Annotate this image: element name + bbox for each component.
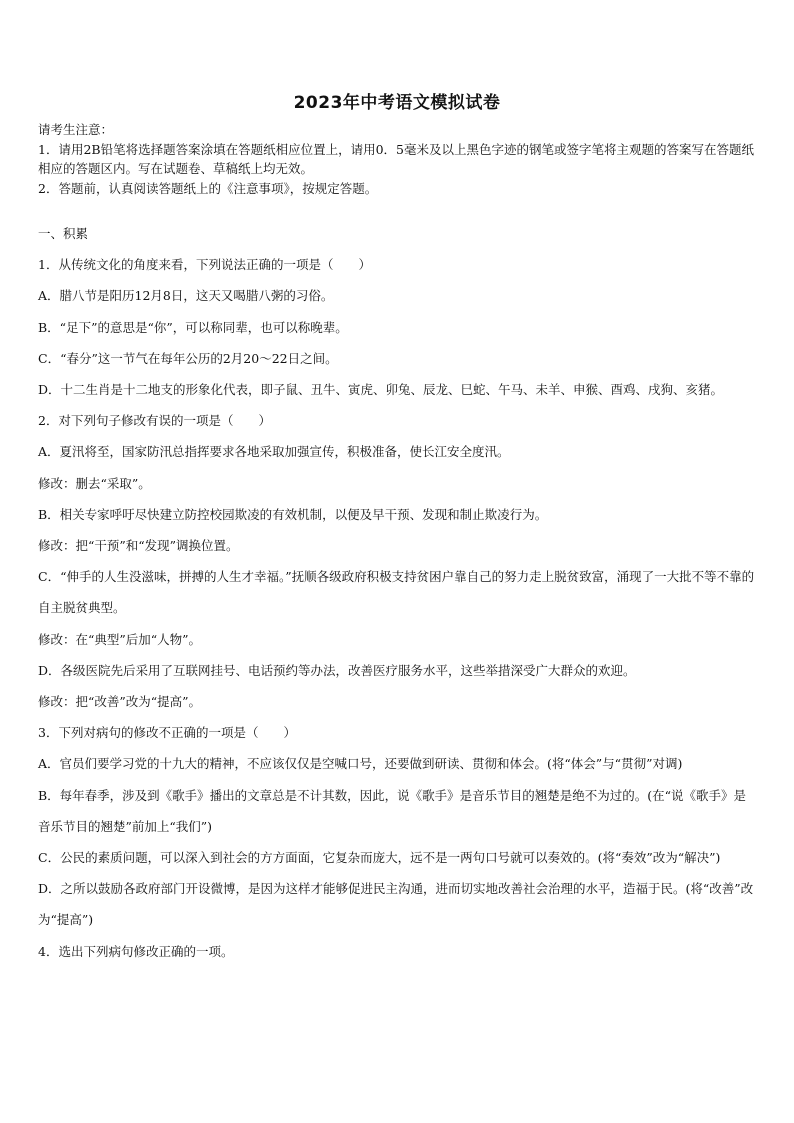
q3-option-a: A．官员们要学习党的十九大的精神，不应该仅仅是空喊口号，还要做到研读、贯彻和体会。(将“体会”与“贯彻”对调) — [38, 756, 683, 772]
q1-option-d: D．十二生肖是十二地支的形象化代表，即子鼠、丑牛、寅虎、卯兔、辰龙、巳蛇、午马、未羊、申猴、酉鸡、戌狗、亥猪。 — [38, 382, 724, 398]
q2-option-d: D．各级医院先后采用了互联网挂号、电话预约等办法，改善医疗服务水平，这些举措深受广大群众的欢迎。 — [38, 662, 636, 678]
q2-option-d-fix: 修改：把“改善”改为“提高”。 — [38, 694, 202, 710]
q2-option-b: B．相关专家呼吁尽快建立防控校园欺凌的有效机制，以便及早干预、发现和制止欺凌行为。 — [38, 506, 548, 522]
q2-stem: 2．对下列句子修改有误的一项是（ ） — [38, 413, 271, 429]
q2-option-a: A．夏汛将至，国家防汛总指挥要求各地采取加强宣传，积极准备，使长江安全度汛。 — [38, 444, 510, 460]
q1-option-a: A．腊八节是阳历12月8日，这天又喝腊八粥的习俗。 — [38, 288, 334, 304]
q1-option-c: C．“春分”这一节气在每年公历的2月20～22日之间。 — [38, 350, 338, 366]
q2-option-b-fix: 修改：把“干预”和“发现”调换位置。 — [38, 538, 239, 554]
q3-option-c: C．公民的素质问题，可以深入到社会的方方面面，它复杂而庞大，远不是一两句口号就可以奏效的。(将“奏效”改为“解决”) — [38, 850, 721, 866]
q3-stem: 3．下列对病句的修改不正确的一项是（ ） — [38, 725, 296, 741]
section-heading: 一、积累 — [38, 226, 89, 241]
q3-option-b: B．每年春季，涉及到《歌手》播出的文章总是不计其数，因此，说《歌手》是音乐节目的翘楚是绝不为过的。(在“说《歌手》是音乐节目的翘楚”前加上“我们”) — [38, 787, 746, 834]
exam-body — [38, 218, 758, 967]
notice-item-2: 2．答题前，认真阅读答题纸上的《注意事项》，按规定答题。 — [38, 180, 378, 196]
q2-option-a-fix: 修改：删去“采取”。 — [38, 475, 151, 491]
notice-item-1: 1．请用2B铅笔将选择题答案涂填在答题纸相应位置上，请用0．5毫米及以上黑色字迹的钢笔或签字笔将主观题的答案写在答题纸相应的答题区内。写在试题卷、草稿纸上均无效。 — [38, 141, 754, 176]
q2-option-c: C．“伸手的人生没滋味，拼搏的人生才幸福。”抚顺各级政府积极支持贫困户靠自己的努力走上脱贫致富，涌现了一大批不等不靠的自主脱贫典型。 — [38, 569, 755, 616]
notice-block — [38, 120, 758, 198]
q1-stem: 1．从传统文化的角度来看，下列说法正确的一项是（ ） — [38, 257, 371, 273]
q1-option-b: B．“足下”的意思是“你”，可以称同辈，也可以称晚辈。 — [38, 319, 348, 335]
exam-title: 2023年中考语文模拟试卷 — [293, 93, 501, 113]
q4-stem: 4．选出下列病句修改正确的一项。 — [38, 943, 234, 959]
notice-heading: 请考生注意： — [38, 122, 114, 137]
q2-option-c-fix: 修改：在“典型”后加“人物”。 — [38, 631, 202, 647]
q3-option-d: D．之所以鼓励各政府部门开设微博，是因为这样才能够促进民主沟通，进而切实地改善社会治理的水平，造福于民。(将“改善”改为“提高”) — [38, 881, 754, 928]
